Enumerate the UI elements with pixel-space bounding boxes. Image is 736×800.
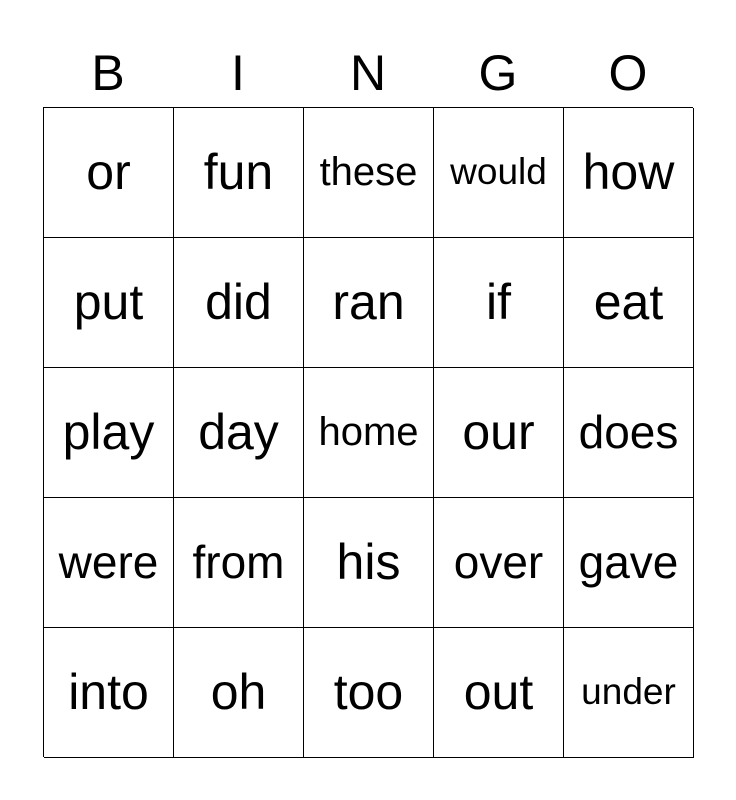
bingo-cell-r2-c1[interactable]: put [44, 238, 174, 368]
bingo-cell-r4-c2[interactable]: from [174, 498, 304, 628]
bingo-cell-r1-c5[interactable]: how [564, 108, 694, 238]
bingo-cell-r1-c3[interactable]: these [304, 108, 434, 238]
bingo-cell-r1-c4[interactable]: would [434, 108, 564, 238]
bingo-cell-r4-c4[interactable]: over [434, 498, 564, 628]
header-letter-n: N [349, 45, 387, 101]
bingo-cell-r2-c2[interactable]: did [174, 238, 304, 368]
bingo-cell-r2-c4[interactable]: if [434, 238, 564, 368]
bingo-cell-r4-c5[interactable]: gave [564, 498, 694, 628]
bingo-cell-r4-c3[interactable]: his [304, 498, 434, 628]
bingo-cell-r2-c5[interactable]: eat [564, 238, 694, 368]
bingo-cell-r3-c2[interactable]: day [174, 368, 304, 498]
header-letter-g: G [478, 45, 518, 101]
bingo-cell-r1-c1[interactable]: or [44, 108, 174, 238]
header-letter-o: O [608, 45, 648, 101]
bingo-header [43, 40, 693, 106]
bingo-cell-r1-c2[interactable]: fun [174, 108, 304, 238]
bingo-cell-r4-c1[interactable]: were [44, 498, 174, 628]
bingo-cell-r3-c5[interactable]: does [564, 368, 694, 498]
bingo-cell-r5-c5[interactable]: under [564, 628, 694, 758]
bingo-cell-r5-c1[interactable]: into [44, 628, 174, 758]
header-letter-i: I [231, 45, 245, 101]
bingo-cell-r5-c4[interactable]: out [434, 628, 564, 758]
bingo-board [43, 107, 693, 757]
bingo-cell-r5-c2[interactable]: oh [174, 628, 304, 758]
bingo-cell-r3-c3[interactable]: home [304, 368, 434, 498]
bingo-cell-r3-c1[interactable]: play [44, 368, 174, 498]
header-letter-b: B [91, 45, 125, 101]
bingo-cell-r5-c3[interactable]: too [304, 628, 434, 758]
bingo-cell-r3-c4[interactable]: our [434, 368, 564, 498]
bingo-cell-r2-c3[interactable]: ran [304, 238, 434, 368]
